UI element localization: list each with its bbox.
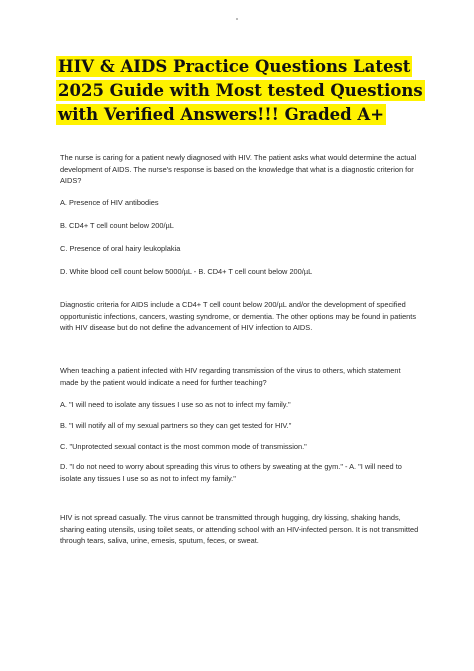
question-2-option-d-answer: D. "I do not need to worry about spreading this virus to others by sweating at the gym." - A. "I will need to isolate any tissues I use so as not to infect my family." — [60, 462, 402, 483]
document-title — [56, 55, 426, 127]
question-1-stem: The nurse is caring for a patient newly diagnosed with HIV. The patient asks what would determine the actual development of AIDS. The nurse's response is based on the knowledge that what is a diagnostic criterion for AIDS? — [60, 153, 417, 185]
question-2-rationale: HIV is not spread casually. The virus cannot be transmitted through hugging, dry kissing, shaking hands, sharing eating utensils, using toilet seats, or attending school with an HIV-infected person. It is not transmitted through tears, saliva, urine, emesis, sputum, feces, or sweat. — [60, 513, 419, 545]
question-2-option-b: B. "I will notify all of my sexual partners so they can get tested for HIV." — [60, 421, 292, 430]
question-1-option-c: C. Presence of oral hairy leukoplakia — [60, 244, 181, 253]
title-highlight: HIV & AIDS Practice Questions Latest 2025 Guide with Most tested Questions with Verified Answers!!! Graded A+ — [58, 57, 423, 124]
question-1-option-d-answer: D. White blood cell count below 5000/µL - B. CD4+ T cell count below 200/µL — [60, 267, 313, 276]
question-1-option-b: B. CD4+ T cell count below 200/µL — [60, 221, 174, 230]
page-marker — [236, 18, 238, 20]
question-2-option-a: A. "I will need to isolate any tissues I use so as not to infect my family." — [60, 400, 291, 409]
question-1-option-a: A. Presence of HIV antibodies — [60, 198, 159, 207]
question-1-rationale: Diagnostic criteria for AIDS include a CD4+ T cell count below 200/µL and/or the development of specified opportunistic infections, cancers, wasting syndrome, or dementia. The other options may be found in patients with HIV disease but do not define the advancement of HIV infection to AIDS. — [60, 300, 417, 332]
question-2-option-c: C. "Unprotected sexual contact is the most common mode of transmission." — [60, 442, 307, 451]
question-2-stem: When teaching a patient infected with HIV regarding transmission of the virus to others, which statement made by the patient would indicate a need for further teaching? — [60, 366, 401, 387]
